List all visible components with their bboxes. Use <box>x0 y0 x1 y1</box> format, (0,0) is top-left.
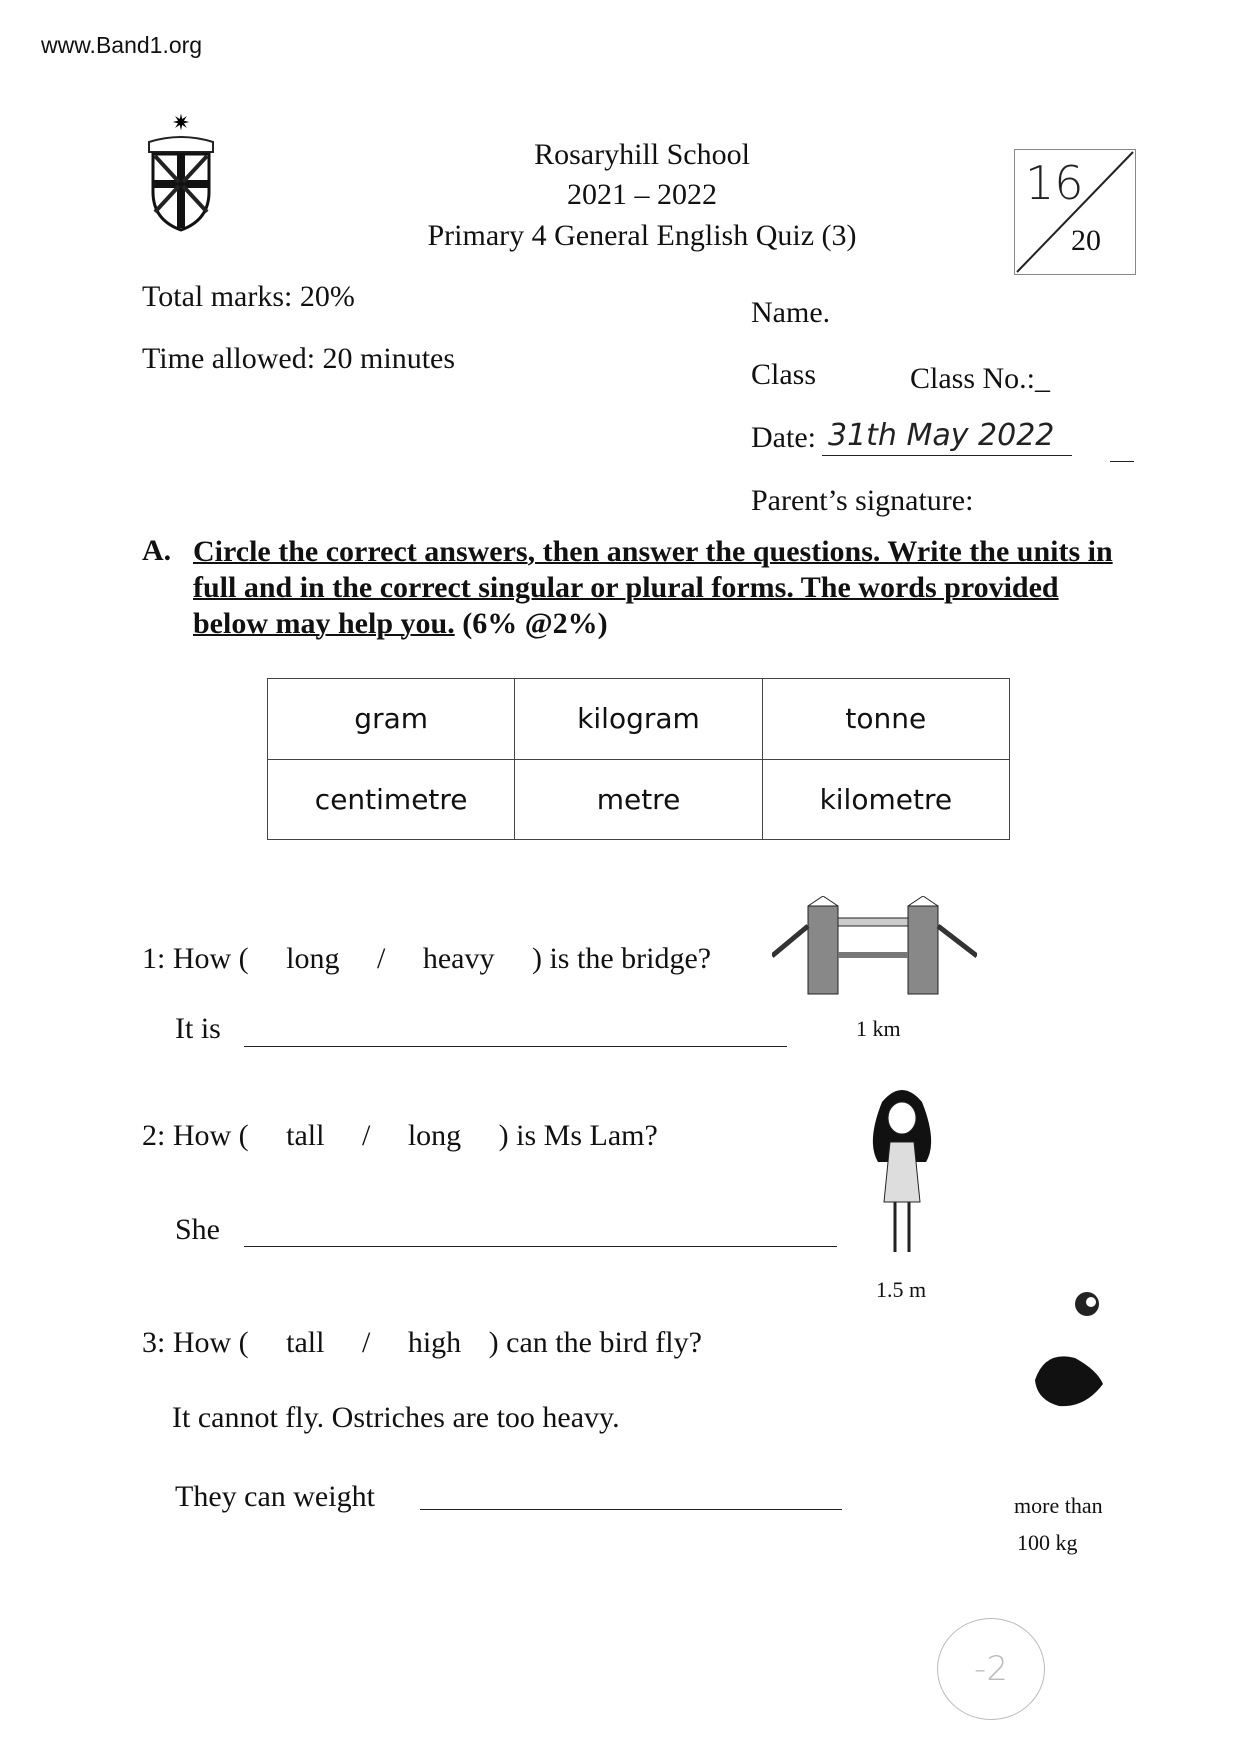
date-value[interactable]: 31th May 2022 <box>828 418 1055 453</box>
unit-cell: kilogram <box>515 679 762 760</box>
option-high[interactable]: high <box>407 1326 462 1359</box>
answer-line-3[interactable] <box>420 1509 842 1510</box>
answer-line-1[interactable] <box>244 1046 787 1047</box>
watermark: www.Band1.org <box>41 32 203 58</box>
unit-cell: metre <box>515 759 762 840</box>
quiz-title: Primary 4 General English Quiz (3) <box>427 219 857 252</box>
school-year: 2021 – 2022 <box>567 178 717 211</box>
ostrich-caption-line1: more than <box>1014 1493 1103 1518</box>
unit-cell: gram <box>268 679 515 760</box>
option-heavy[interactable]: heavy <box>422 942 495 975</box>
class-label: Class <box>751 358 817 391</box>
tower-bridge-illustration <box>772 896 977 996</box>
question-3-note: It cannot fly. Ostriches are too heavy. <box>172 1401 620 1434</box>
total-marks: Total marks: 20% <box>142 280 355 313</box>
section-instruction: Circle the correct answers, then answer the questions. Write the units in full and in the correct singular or plural forms. The words provided below may help you. (6% @2%) <box>193 535 1113 640</box>
unit-cell: centimetre <box>268 759 515 840</box>
units-word-table <box>267 678 1010 840</box>
bridge-caption: 1 km <box>856 1016 901 1041</box>
option-long[interactable]: long <box>286 942 340 975</box>
class-no-label: Class No.:_ <box>910 362 1051 395</box>
section-letter: A. <box>142 534 172 567</box>
time-allowed: Time allowed: 20 minutes <box>142 342 456 375</box>
name-label: Name. <box>751 296 831 329</box>
option-tall[interactable]: tall <box>286 1119 325 1152</box>
answer-prompt-1: It is <box>175 1012 221 1045</box>
answer-prompt-2: She <box>175 1213 220 1246</box>
unit-cell: tonne <box>762 679 1009 760</box>
deduction-mark: -2 <box>974 1649 1008 1689</box>
ostrich-illustration <box>1025 1280 1115 1430</box>
parent-signature-label: Parent’s signature: <box>751 484 974 517</box>
option-tall[interactable]: tall <box>286 1326 325 1359</box>
answer-prompt-3: They can weight <box>175 1480 375 1513</box>
question-1: 1: How ( long / heavy ) is the bridge? <box>142 942 712 975</box>
ms-lam-illustration <box>862 1082 942 1262</box>
date-label: Date: <box>751 421 816 454</box>
school-name: Rosaryhill School <box>534 138 750 171</box>
ostrich-caption-line2: 100 kg <box>1017 1530 1078 1555</box>
score-box <box>1014 149 1136 275</box>
deduction-circle <box>937 1618 1045 1720</box>
unit-cell: kilometre <box>762 759 1009 840</box>
answer-line-2[interactable] <box>244 1246 837 1247</box>
ms-lam-caption: 1.5 m <box>876 1277 927 1302</box>
score-total: 20 <box>1071 224 1101 257</box>
option-long[interactable]: long <box>407 1119 462 1152</box>
question-2: 2: How ( tall / long ) is Ms Lam? <box>142 1119 658 1152</box>
svg-text:✷: ✷ <box>171 112 191 135</box>
score-obtained: 16 <box>1025 156 1084 210</box>
question-3: 3: How ( tall / high ) can the bird fly? <box>142 1326 702 1359</box>
